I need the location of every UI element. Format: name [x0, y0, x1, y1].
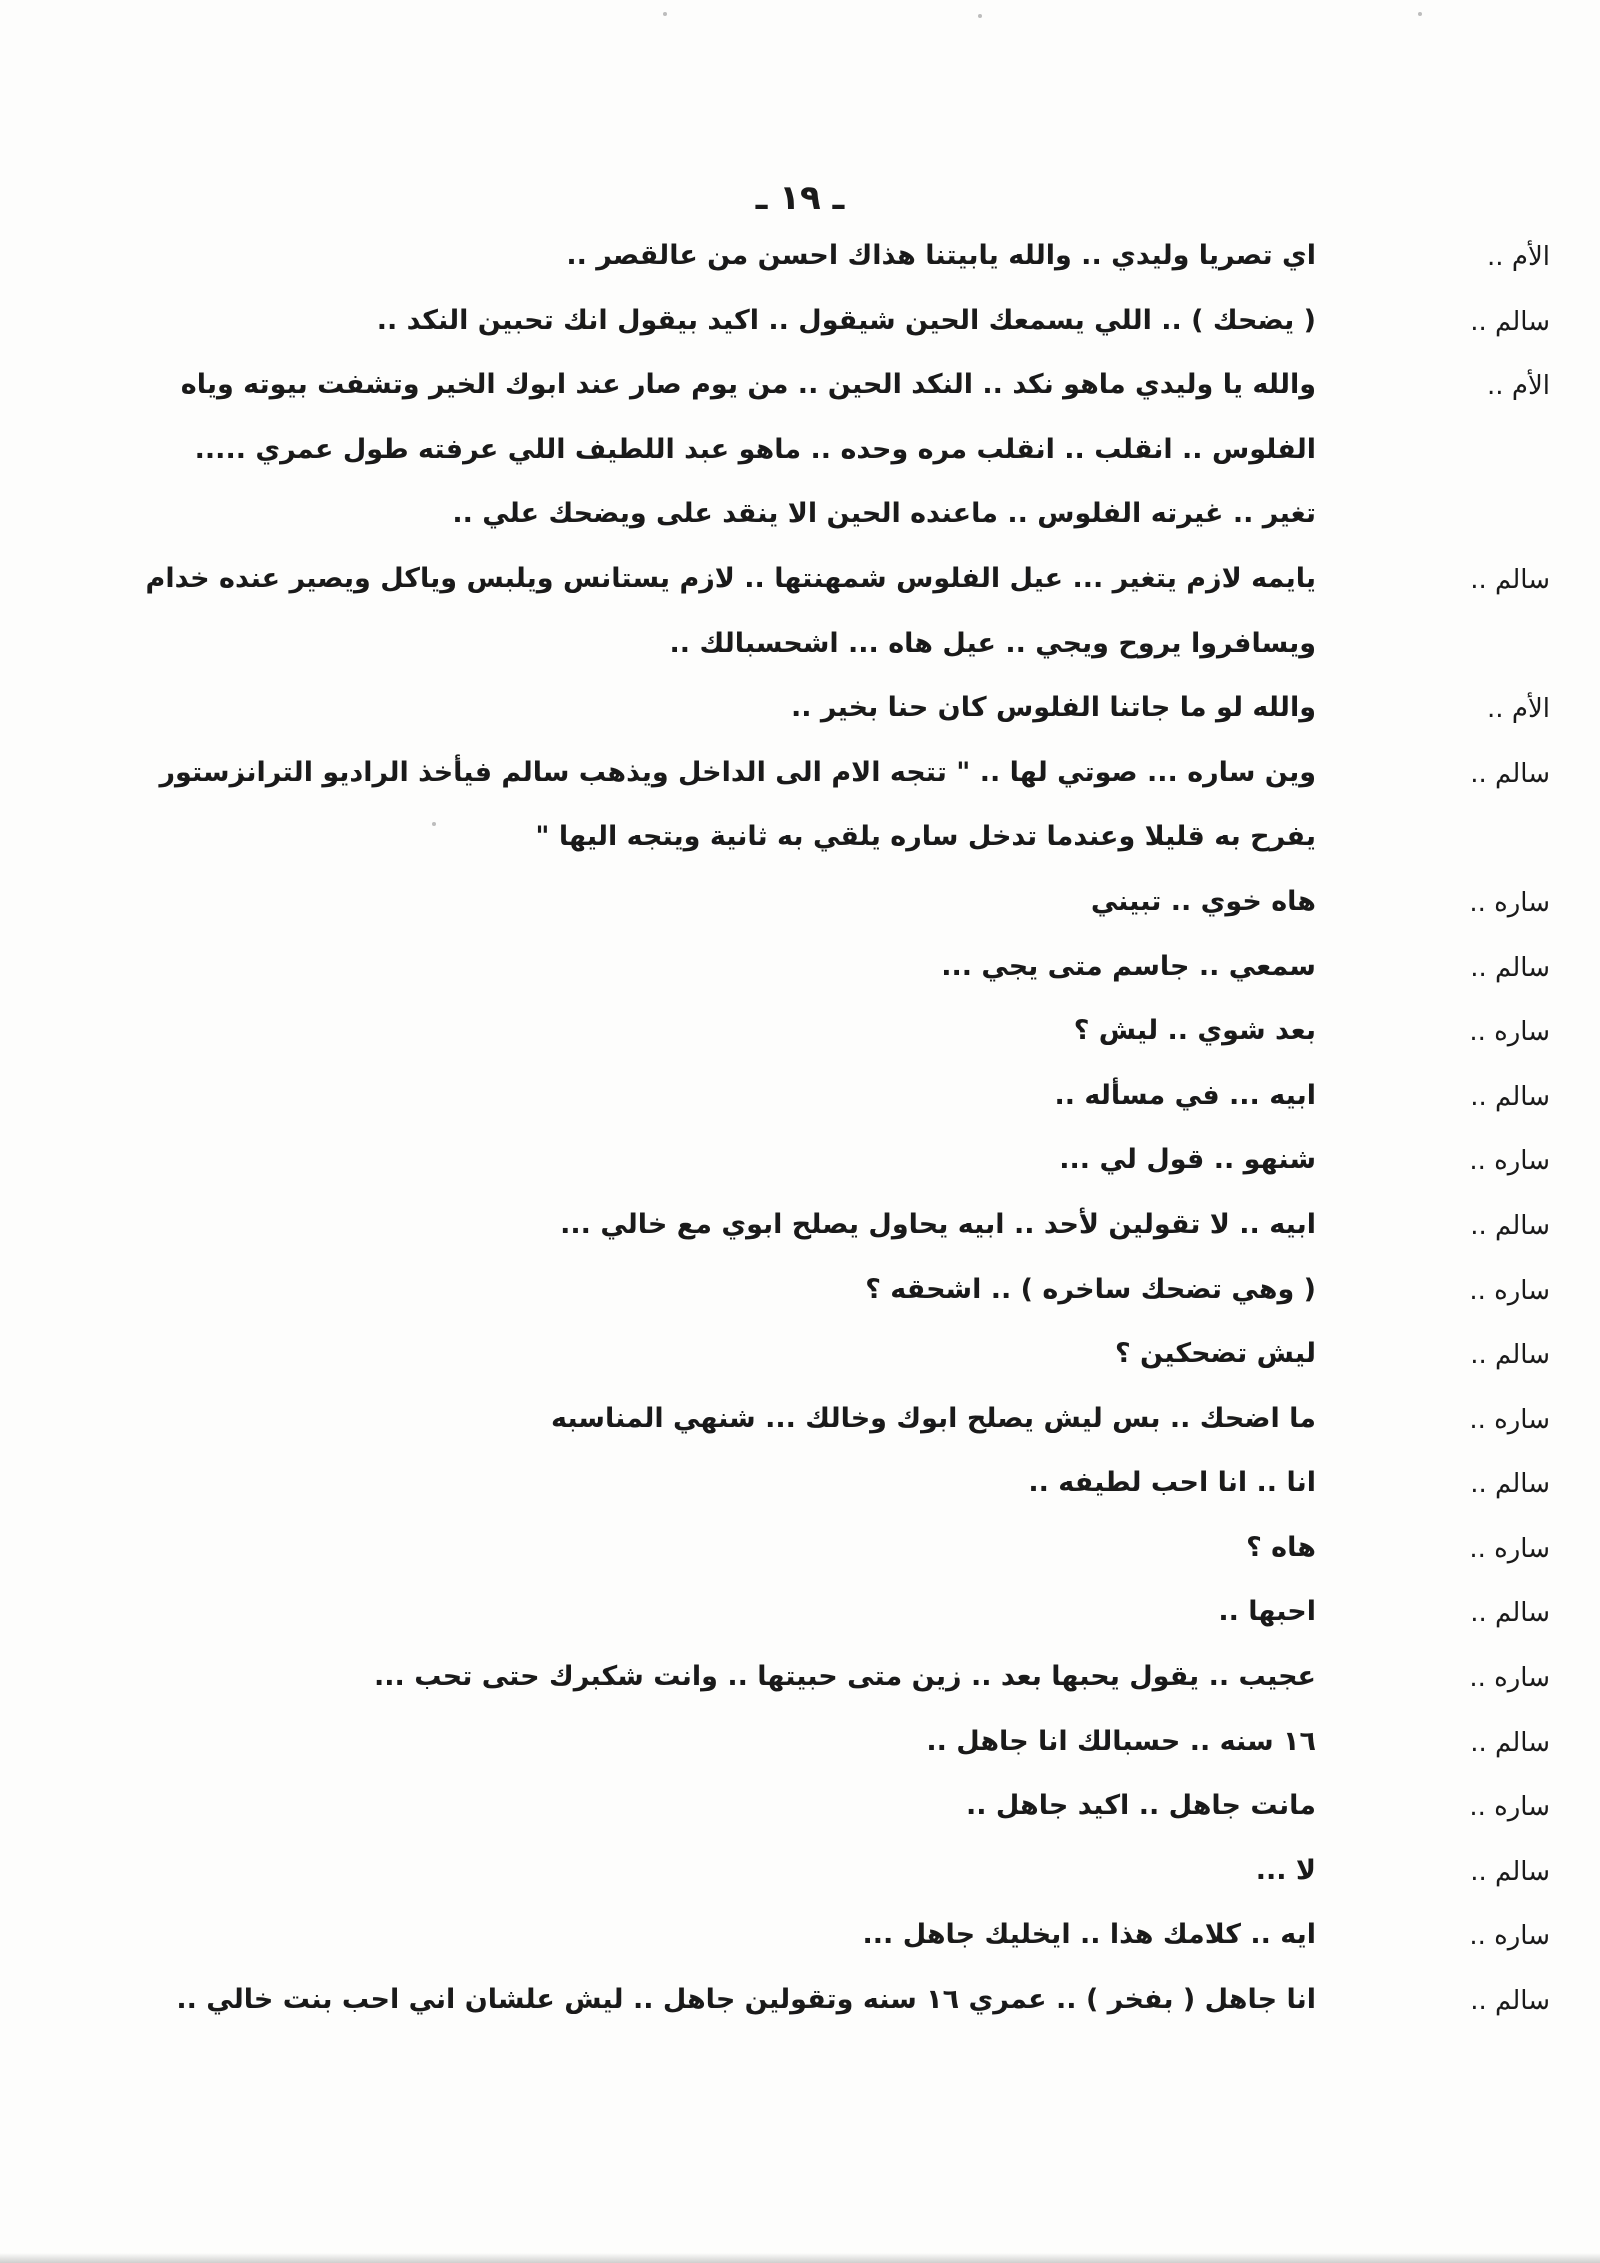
dialogue-text: ما اضحك .. بس ليش يصلح ابوك وخالك ... شنهي المناسبه — [551, 1402, 1316, 1434]
speaker-name — [1405, 490, 1560, 500]
speaker-name: سالم .. — [1470, 952, 1550, 983]
scan-speck — [978, 14, 982, 18]
speaker-name: سالم .. — [1470, 1081, 1550, 1112]
dialogue-line — [140, 1653, 1560, 1718]
scan-speck — [432, 822, 436, 826]
dialogue-text: هاه خوي .. تبيني — [1090, 885, 1316, 917]
dialogue-line — [140, 232, 1560, 297]
dialogue-line — [140, 1459, 1560, 1524]
speaker-name: ساره .. — [1469, 1663, 1550, 1694]
dialogue-text: ليش تضحكين ؟ — [1114, 1338, 1316, 1370]
speaker-name: سالم .. — [1470, 1986, 1550, 2017]
speaker-name: الأم .. — [1487, 371, 1550, 402]
page-number: ـ ١٩ ـ — [755, 178, 845, 218]
dialogue-text: ابيه .. لا تقولين لأحد .. ابيه يحاول يصلح ابوي مع خالي ... — [560, 1208, 1316, 1240]
dialogue-text: يايمه لازم يتغير ... عيل الفلوس شمهنتها .. لازم يستانس ويلبس وياكل ويصير عنده خدام — [145, 562, 1316, 594]
dialogue-line — [140, 297, 1560, 362]
dialogue-text: شنهو .. قول لي ... — [1059, 1144, 1316, 1176]
dialogue-text: والله لو ما جاتنا الفلوس كان حنا بخير .. — [790, 692, 1316, 724]
speaker-name: ساره .. — [1469, 1533, 1550, 1564]
dialogue-text: ويسافروا يروح ويجي .. عيل هاه ... اشحسبالك .. — [669, 627, 1316, 659]
dialogue-text: سمعي .. جاسم متى يجي ... — [941, 950, 1316, 982]
dialogue-line — [140, 620, 1560, 685]
dialogue-line — [140, 1201, 1560, 1266]
dialogue-text: بعد شوي .. ليش ؟ — [1073, 1015, 1316, 1047]
dialogue-text: ابيه ... في مسأله .. — [1054, 1079, 1316, 1111]
dialogue-line — [140, 1911, 1560, 1976]
speaker-name: ساره .. — [1469, 1404, 1550, 1435]
dialogue-line — [140, 490, 1560, 555]
dialogue-text: تغير .. غيرته الفلوس .. ماعنده الحين الا ينقد على ويضحك علي .. — [452, 498, 1316, 530]
speaker-name: سالم .. — [1470, 1469, 1550, 1500]
speaker-name: الأم .. — [1487, 694, 1550, 725]
speaker-name: ساره .. — [1469, 1792, 1550, 1823]
dialogue-text: وين ساره ... صوتي لها .. " تتجه الام الى الداخل ويذهب سالم فيأخذ الراديو الترانزستور — [159, 756, 1316, 788]
dialogue-line — [140, 1847, 1560, 1912]
speaker-name: سالم .. — [1470, 758, 1550, 789]
dialogue-text: احبها .. — [1218, 1596, 1316, 1628]
dialogue-line — [140, 1588, 1560, 1653]
speaker-name: سالم .. — [1470, 1856, 1550, 1887]
scan-speck — [663, 12, 667, 16]
speaker-name: ساره .. — [1469, 1921, 1550, 1952]
dialogue-text: مانت جاهل .. اكيد جاهل .. — [965, 1790, 1316, 1822]
speaker-name — [1405, 813, 1560, 823]
dialogue-text: هاه ؟ — [1246, 1531, 1316, 1563]
dialogue-line — [140, 426, 1560, 491]
dialogue-line — [140, 1266, 1560, 1331]
dialogue-text: عجيب .. يقول يحبها بعد .. زين متى حبيتها .. وانت شكبرك حتى تحب ... — [374, 1661, 1316, 1693]
speaker-name: الأم .. — [1487, 242, 1550, 272]
speaker-name: سالم .. — [1470, 306, 1550, 337]
dialogue-line — [140, 555, 1560, 620]
dialogue-line — [140, 878, 1560, 943]
speaker-name: سالم .. — [1470, 1598, 1550, 1629]
dialogue-text: ايه .. كلامك هذا .. ايخليك جاهل ... — [862, 1919, 1316, 1951]
speaker-name — [1405, 426, 1560, 436]
dialogue-line — [140, 943, 1560, 1008]
speaker-name: سالم .. — [1470, 1727, 1550, 1758]
speaker-name — [1405, 620, 1560, 630]
speaker-name: ساره .. — [1469, 1017, 1550, 1048]
dialogue-line — [140, 1330, 1560, 1395]
dialogue-line — [140, 684, 1560, 749]
dialogue-line — [140, 1136, 1560, 1201]
dialogue-text: ١٦ سنه .. حسبالك انا جاهل .. — [926, 1725, 1316, 1757]
dialogue-line — [140, 1718, 1560, 1783]
dialogue-line — [140, 1395, 1560, 1460]
dialogue-line — [140, 749, 1560, 814]
dialogue-line — [140, 361, 1560, 426]
dialogue-text: الفلوس .. انقلب .. انقلب مره وحده .. ماهو عبد اللطيف اللي عرفته طول عمري ..... — [194, 433, 1316, 465]
dialogue-line — [140, 1524, 1560, 1589]
dialogue-text: ( وهي تضحك ساخره ) .. اشحقه ؟ — [865, 1273, 1316, 1305]
dialogue-text: لا ... — [1255, 1854, 1316, 1886]
dialogue-line — [140, 813, 1560, 878]
dialogue-line — [140, 1782, 1560, 1847]
speaker-name: سالم .. — [1470, 1210, 1550, 1241]
speaker-name: سالم .. — [1470, 564, 1550, 595]
dialogue-text: والله يا وليدي ماهو نكد .. النكد الحين .. من يوم صار عند ابوك الخير وتشفت بيوته وياه — [180, 369, 1316, 401]
dialogue-text: انا .. انا احب لطيفه .. — [1028, 1467, 1316, 1499]
scan-edge — [0, 2253, 1600, 2263]
dialogue-line — [140, 1072, 1560, 1137]
speaker-name: ساره .. — [1469, 1146, 1550, 1177]
dialogue-text: ( يضحك ) .. اللي يسمعك الحين شيقول .. اكيد بيقول انك تحبين النكد .. — [376, 304, 1316, 336]
scan-speck — [1418, 12, 1422, 16]
speaker-name: سالم .. — [1470, 1340, 1550, 1371]
dialogue-text: انا جاهل ( بفخر ) .. عمري ١٦ سنه وتقولين جاهل .. ليش علشان اني احب بنت خالي .. — [176, 1984, 1316, 2016]
speaker-name: ساره .. — [1469, 887, 1550, 918]
speaker-name: ساره .. — [1469, 1275, 1550, 1306]
script-body — [140, 232, 1560, 2041]
dialogue-line — [140, 1976, 1560, 2041]
dialogue-text: يفرح به قليلا وعندما تدخل ساره يلقي به ثانية ويتجه اليها " — [535, 821, 1316, 853]
dialogue-line — [140, 1007, 1560, 1072]
dialogue-text: اي تصريا وليدي .. والله يابيتنا هذاك احسن من عالقصر .. — [566, 240, 1316, 271]
